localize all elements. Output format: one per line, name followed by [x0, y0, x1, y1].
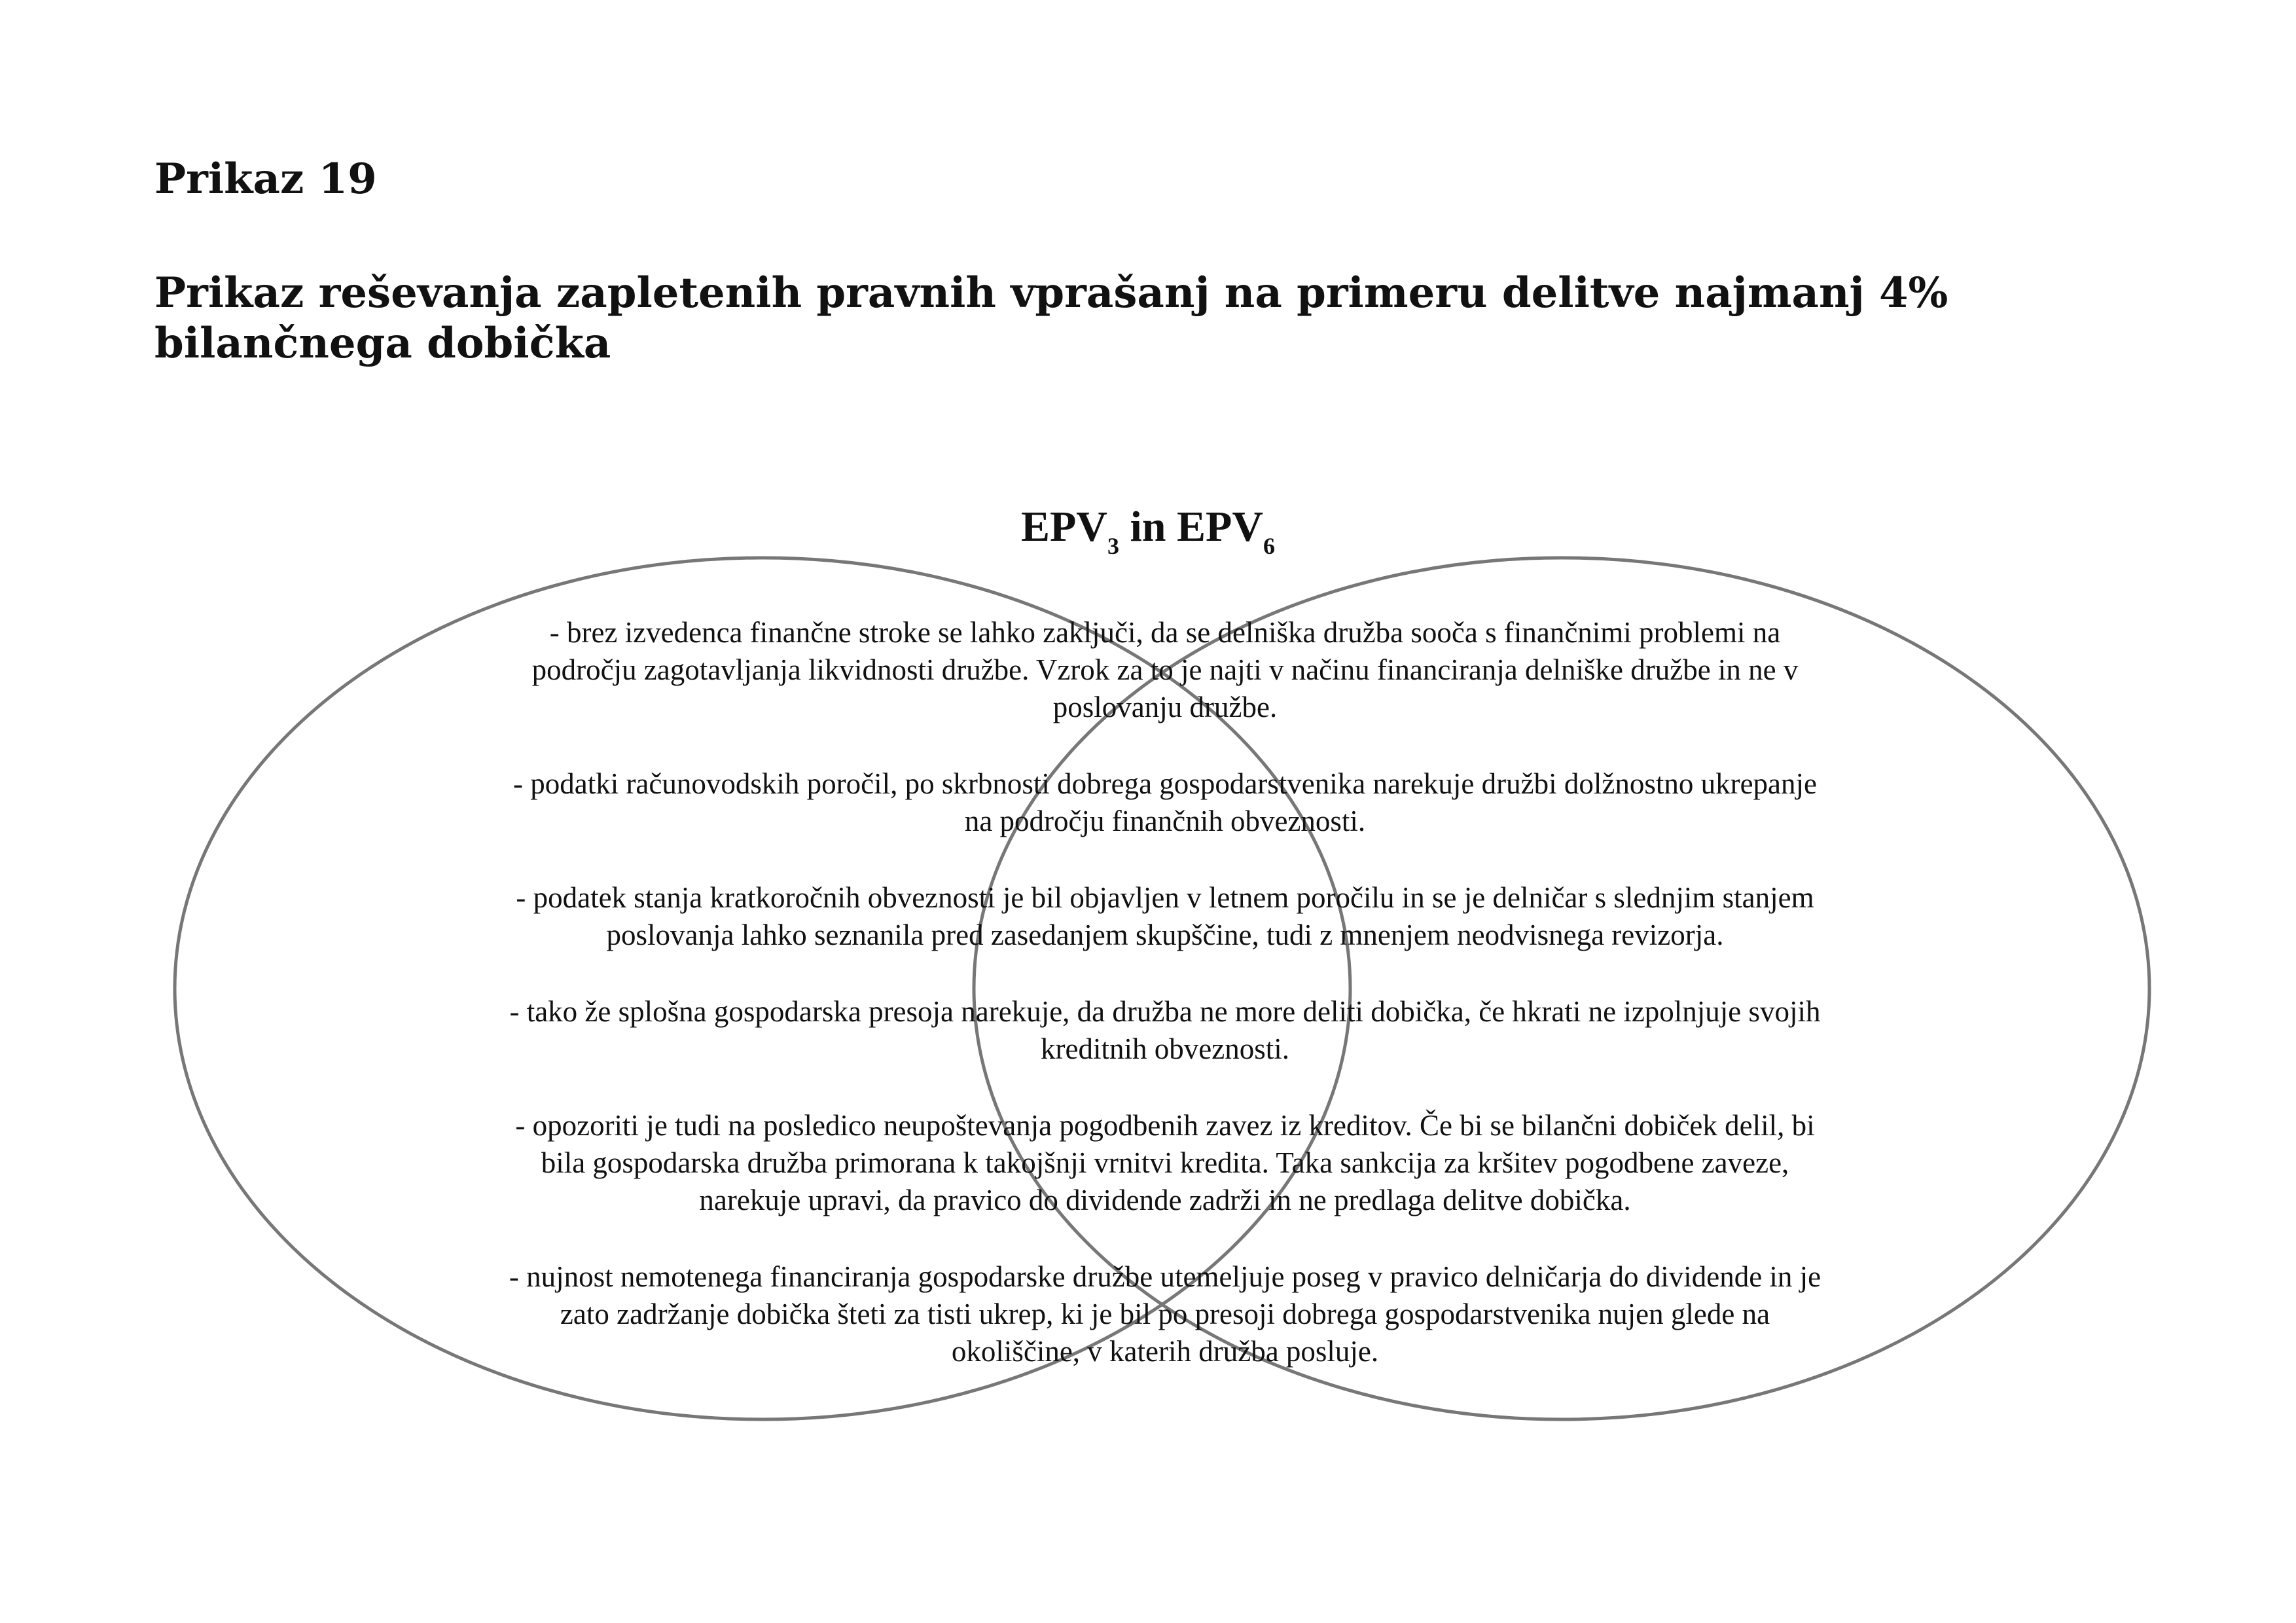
venn-point-3: - podatek stanja kratkoročnih obveznosti je bil objavljen v letnem poročilu in se je delničar s slednjim stanjem poslovanja lahko seznanila pred zasedanjem skupščine, tudi z mnenjem neodvisnega revizorja. — [516, 881, 1814, 951]
figure-title: Prikaz reševanja zapletenih pravnih vprašanj na primeru delitve najmanj 4% bilančnega dobička — [154, 268, 1948, 368]
venn-heading — [952, 505, 1344, 558]
venn-heading-subscript-1: 3 — [1107, 533, 1119, 559]
venn-point-6: - nujnost nemotenega financiranja gospodarske družbe utemeljuje poseg v pravico delničarja do dividende in je zato zadržanje dobička šteti za tisti ukrep, ki je bil po presoji dobrega gospodarstvenika nujen glede na okoliščine, v katerih družba posluje. — [509, 1260, 1821, 1368]
venn-heading-part1: EPV — [1020, 503, 1107, 551]
venn-intersection-text — [497, 614, 1833, 1370]
venn-heading-subscript-2: 6 — [1263, 533, 1276, 559]
venn-point-5: - opozoriti je tudi na posledico neupoštevanja pogodbenih zavez iz kreditov. Če bi se bilančni dobiček delil, bi bila gospodarska družba primorana k takojšnji vrnitvi kredita. Taka sankcija za kršitev pogodbene zaveze, narekuje upravi, da pravico do dividende zadrži in ne predlaga delitve dobička. — [515, 1109, 1815, 1216]
venn-heading-part2: in EPV — [1119, 503, 1264, 551]
venn-point-4: - tako že splošna gospodarska presoja narekuje, da družba ne more deliti dobička, če hkrati ne izpolnjuje svojih kreditnih obveznosti. — [509, 995, 1821, 1065]
venn-point-1: - brez izvedenca finančne stroke se lahko zaključi, da se delniška družba sooča s finančnimi problemi na področju zagotavljanja likvidnosti družbe. Vzrok za to je najti v načinu financiranja delniške družbe in ne v poslovanju družbe. — [531, 616, 1799, 723]
figure-caption: Prikaz 19 — [154, 155, 377, 204]
venn-point-2: - podatki računovodskih poročil, po skrbnosti dobrega gospodarstvenika narekuje družbi dolžnostno ukrepanje na področju finančnih obveznosti. — [512, 767, 1818, 837]
